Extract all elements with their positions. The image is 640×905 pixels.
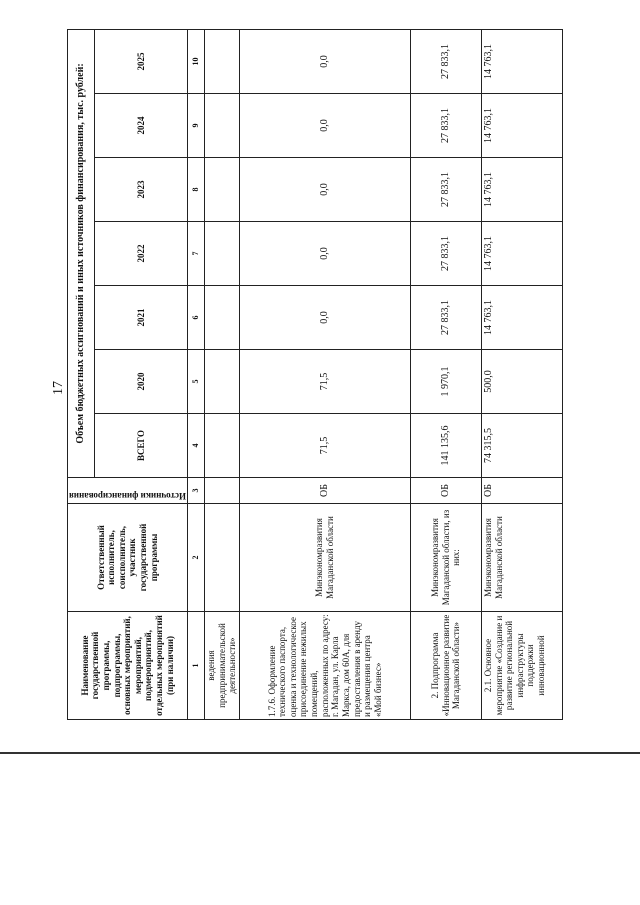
row-value: 14 763,1 [481,29,562,93]
row-value: 14 763,1 [481,286,562,350]
table-row [204,29,239,719]
header-funding-title: Объем бюджетных ассигнований и иных источников финансирования, тыс. рублей: [68,29,95,477]
table-row [239,29,410,719]
column-number: 6 [187,286,204,350]
row-value: 27 833,1 [410,222,481,286]
header-source-text: Источники финансирования [69,491,186,501]
row-value [204,158,239,222]
column-number: 9 [187,94,204,158]
row-value: 14 763,1 [481,158,562,222]
row-value: 27 833,1 [410,158,481,222]
column-number: 7 [187,222,204,286]
column-number: 5 [187,350,204,414]
row-value: 0,0 [239,158,410,222]
header-year-total: ВСЕГО [95,414,188,478]
rotated-page [45,30,595,720]
row-value [204,222,239,286]
row-value: 27 833,1 [410,94,481,158]
row-value: 71,5 [239,414,410,478]
row-value [204,286,239,350]
row-source: ОБ [481,478,562,504]
row-value: 14 763,1 [481,94,562,158]
row-executor: Минэкономразвития Магаданской области [239,504,410,612]
page-separator-line [0,752,640,754]
column-number: 8 [187,158,204,222]
row-source [204,478,239,504]
row-value: 0,0 [239,94,410,158]
header-year-2021: 2021 [95,286,188,350]
column-number: 10 [187,29,204,93]
row-value: 27 833,1 [410,286,481,350]
header-source-col [68,478,188,504]
row-value: 0,0 [239,29,410,93]
header-year-2025: 2025 [95,29,188,93]
table-row [481,29,562,719]
row-name: 2. Подпрограмма «Инновационное развитие Магаданской области» [410,612,481,720]
row-name: 2.1. Основное мероприятие «Создание и развитие региональной инфраструктуры поддержки инновационной [481,612,562,720]
row-value [204,94,239,158]
header-name-col: Наименование государственной программы, подпрограммы, основных мероприятий, мероприятий, подмероприятий, отдельных мероприятий (при наличии) [68,612,188,720]
row-value: 500,0 [481,350,562,414]
header-year-2024: 2024 [95,94,188,158]
row-value: 0,0 [239,222,410,286]
row-source: ОБ [239,478,410,504]
row-value [204,350,239,414]
row-value: 71,5 [239,350,410,414]
header-year-2023: 2023 [95,158,188,222]
table-row [410,29,481,719]
column-number: 2 [187,504,204,612]
row-value [204,414,239,478]
row-value: 74 315,5 [481,414,562,478]
row-executor [204,504,239,612]
header-executor-col: Ответственный исполнитель, соисполнитель, участник государственной программы [68,504,188,612]
row-value: 27 833,1 [410,29,481,93]
column-number: 4 [187,414,204,478]
header-year-2020: 2020 [95,350,188,414]
row-name: 1.7.6. Оформление технического паспорта, оценка и технологическое присоединение нежилых помещений, расположенных по адресу: г. Магадан, ул. Карла Маркса, дом 60А, для предоставления в аренду и размещения центра «Мой бизнес» [239,612,410,720]
column-number-row [187,29,204,719]
row-executor: Минэкономразвития Магаданской области, из них: [410,504,481,612]
row-value: 141 135,6 [410,414,481,478]
header-year-2022: 2022 [95,222,188,286]
column-number: 3 [187,478,204,504]
row-value: 1 970,1 [410,350,481,414]
row-value: 14 763,1 [481,222,562,286]
page-number: 17 [51,381,66,395]
header-row-1 [68,29,95,719]
row-name: ведения предпринимательской деятельности» [204,612,239,720]
column-number: 1 [187,612,204,720]
funding-table [67,29,563,720]
row-value [204,29,239,93]
row-source: ОБ [410,478,481,504]
row-executor: Минэкономразвития Магаданской области [481,504,562,612]
row-value: 0,0 [239,286,410,350]
